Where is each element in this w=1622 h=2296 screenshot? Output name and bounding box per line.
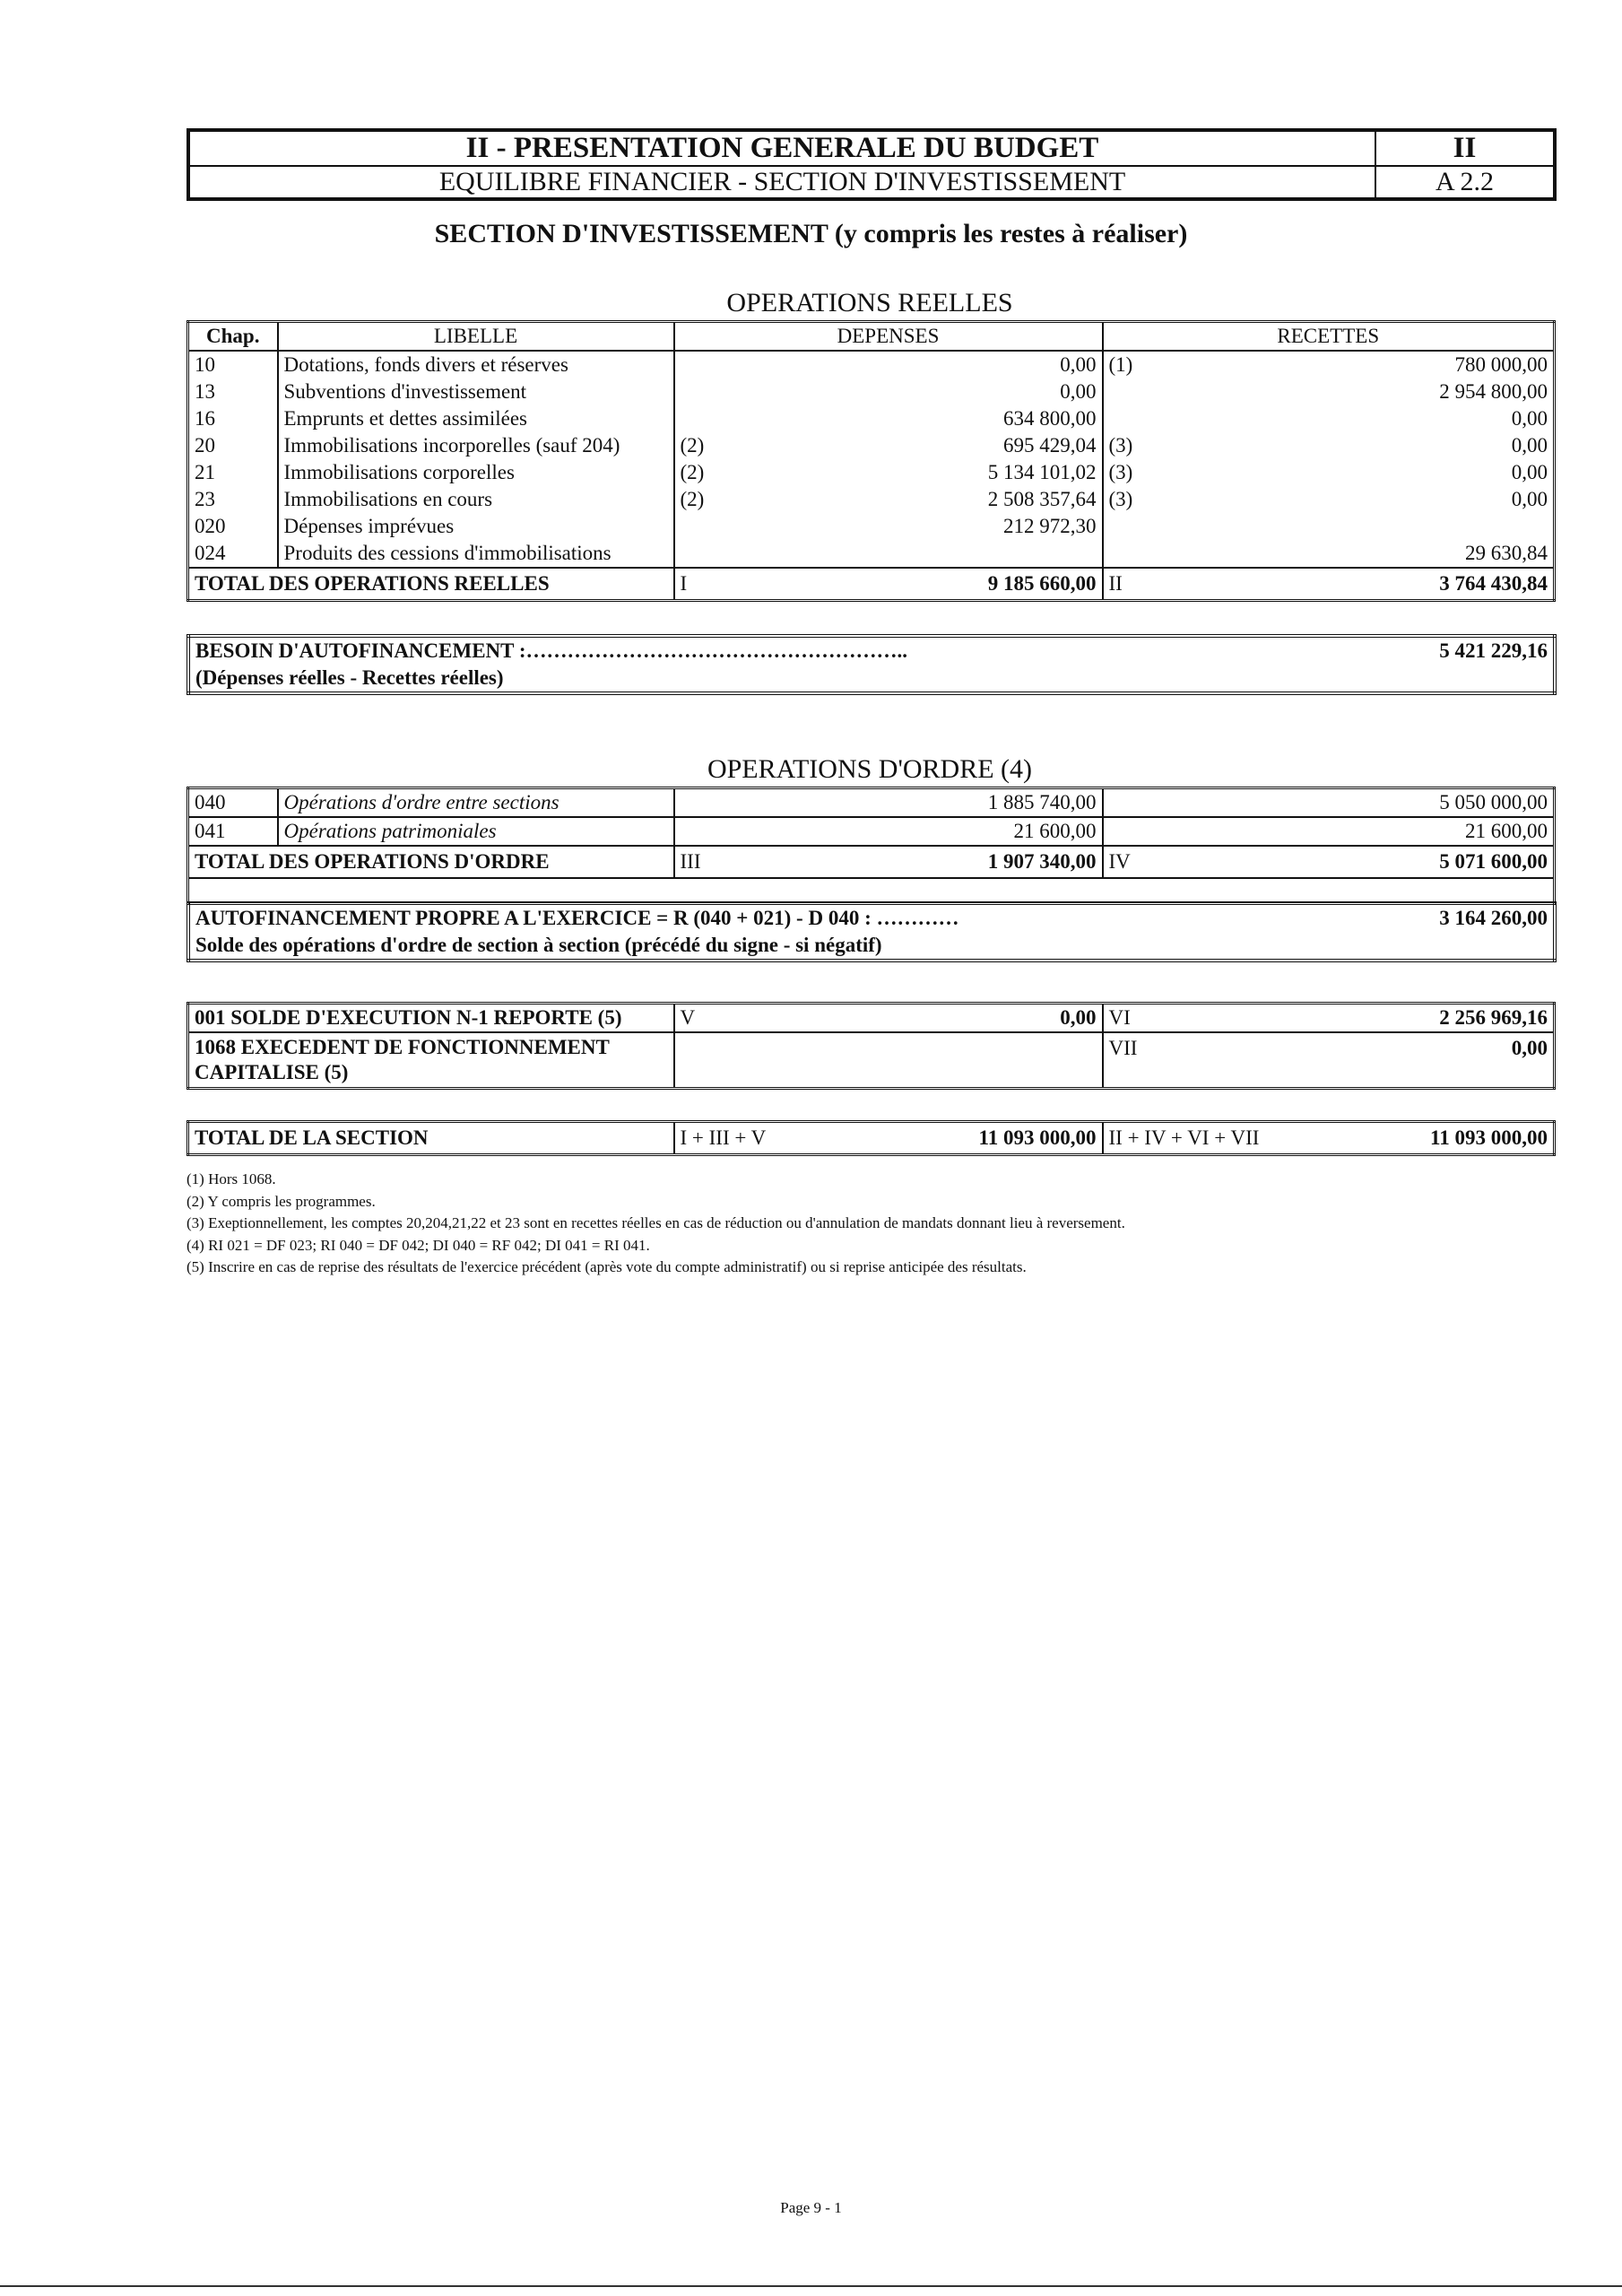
depense-value: 0,00 [728,351,1103,378]
page-subtitle: EQUILIBRE FINANCIER - SECTION D'INVESTISSEMENT [188,166,1375,199]
total-label: TOTAL DES OPERATIONS REELLES [188,568,674,601]
recette-value [1166,513,1555,540]
libelle-cell: Immobilisations en cours [278,486,674,513]
recette-note [1103,540,1166,568]
solde-recette-code: VI [1103,1004,1166,1033]
depense-note [674,351,728,378]
depense-value: 21 600,00 [674,817,1103,846]
empty-row [188,878,1555,904]
total-row [188,846,1555,878]
operations-ordre-title: OPERATIONS D'ORDRE (4) [707,754,1033,784]
recette-note [1103,513,1166,540]
depense-value: 1 885 740,00 [674,788,1103,818]
libelle-cell: Opérations d'ordre entre sections [278,788,674,818]
autofinancement-box [186,901,1557,962]
page-title: II - PRESENTATION GENERALE DU BUDGET [188,130,1375,166]
total-depense-code: III [674,846,728,878]
depense-note [674,540,728,568]
depense-value: 2 508 357,64 [728,486,1103,513]
libelle-cell: Produits des cessions d'immobilisations [278,540,674,568]
total-section-depense-value: 11 093 000,00 [872,1122,1103,1155]
libelle-cell: Dépenses imprévues [278,513,674,540]
chap-cell: 23 [188,486,278,513]
total-section-recette-value: 11 093 000,00 [1300,1122,1555,1155]
excedent-recette-code: VII [1103,1032,1166,1089]
total-section-row [188,1122,1555,1155]
chap-cell: 21 [188,459,278,486]
recette-value: 29 630,84 [1166,540,1555,568]
recette-note: (1) [1103,351,1166,378]
table-row [188,817,1555,846]
autofinancement-label: AUTOFINANCEMENT PROPRE A L'EXERCICE = R (040 + 021) - D 040 : ………… [195,907,959,929]
operations-reelles-table [186,320,1556,602]
table-row [188,459,1555,486]
depense-note [674,513,728,540]
libelle-cell: Opérations patrimoniales [278,817,674,846]
depense-value: 634 800,00 [728,405,1103,432]
total-recette-value: 3 764 430,84 [1166,568,1555,601]
besoin-autofinancement-box [186,634,1557,695]
recette-value: 0,00 [1166,405,1555,432]
solde-excedent-table [186,1002,1556,1090]
excedent-recette-value: 0,00 [1166,1032,1555,1089]
total-section-label: TOTAL DE LA SECTION [188,1122,674,1155]
chap-cell: 10 [188,351,278,378]
table-row [188,378,1555,405]
libelle-cell: Immobilisations incorporelles (sauf 204) [278,432,674,459]
depense-value: 695 429,04 [728,432,1103,459]
libelle-cell: Dotations, fonds divers et réserves [278,351,674,378]
recette-note: (3) [1103,459,1166,486]
total-recette-value: 5 071 600,00 [1166,846,1555,878]
operations-ordre-table [186,787,1556,905]
recette-value: 780 000,00 [1166,351,1555,378]
libelle-cell: Immobilisations corporelles [278,459,674,486]
column-header-chap: Chap. [188,322,278,352]
solde-row [188,1004,1555,1033]
table-header-row [188,322,1555,352]
total-section-depense-code: I + III + V [674,1122,872,1155]
chap-cell: 13 [188,378,278,405]
depense-note: (2) [674,459,728,486]
header-code: II [1375,130,1555,166]
libelle-cell: Subventions d'investissement [278,378,674,405]
chap-cell: 040 [188,788,278,818]
recette-note [1103,378,1166,405]
header-reference: A 2.2 [1375,166,1555,199]
solde-label: 001 SOLDE D'EXECUTION N-1 REPORTE (5) [188,1004,674,1033]
solde-recette-value: 2 256 969,16 [1166,1004,1555,1033]
table-row [188,351,1555,378]
header-box [186,128,1557,201]
depense-value: 5 134 101,02 [728,459,1103,486]
page-bottom-rule [0,2285,1622,2287]
footnote: (4) RI 021 = DF 023; RI 040 = DF 042; DI 040 = RF 042; DI 041 = RI 041. [186,1236,650,1254]
recette-value: 0,00 [1166,459,1555,486]
recette-value: 21 600,00 [1103,817,1555,846]
footnotes [186,1169,1125,1279]
footnote: (3) Exeptionnellement, les comptes 20,204,21,22 et 23 sont en recettes réelles en cas de réduction ou d'annulation de mandats donnant lieu à reversement. [186,1214,1125,1231]
table-row [188,405,1555,432]
excedent-row [188,1032,1555,1089]
recette-note: (3) [1103,432,1166,459]
depense-value [728,540,1103,568]
footnote: (5) Inscrire en cas de reprise des résultats de l'exercice précédent (après vote du compte administratif) ou si reprise anticipée des résultats. [186,1258,1027,1275]
excedent-label [188,1032,674,1089]
total-row [188,568,1555,601]
column-header-recettes: RECETTES [1103,322,1555,352]
chap-cell: 041 [188,817,278,846]
recette-note: (3) [1103,486,1166,513]
operations-reelles-title: OPERATIONS REELLES [726,288,1013,317]
recette-value: 5 050 000,00 [1103,788,1555,818]
footnote: (2) Y compris les programmes. [186,1192,376,1210]
table-row [188,788,1555,818]
chap-cell: 024 [188,540,278,568]
besoin-label: BESOIN D'AUTOFINANCEMENT :……………………………………………….. [195,639,907,662]
autofinancement-sub: Solde des opérations d'ordre de section à section (précédé du signe - si négatif) [195,934,882,956]
libelle-cell: Emprunts et dettes assimilées [278,405,674,432]
table-row [188,432,1555,459]
total-recette-code: IV [1103,846,1166,878]
total-depense-value: 1 907 340,00 [728,846,1103,878]
depense-note [674,378,728,405]
table-row [188,486,1555,513]
depense-note: (2) [674,432,728,459]
excedent-label-line1: 1068 EXECEDENT DE FONCTIONNEMENT [195,1036,610,1058]
total-recette-code: II [1103,568,1166,601]
column-header-libelle: LIBELLE [278,322,674,352]
table-row [188,540,1555,568]
chap-cell: 020 [188,513,278,540]
besoin-sub: (Dépenses réelles - Recettes réelles) [195,666,504,689]
depense-note [674,405,728,432]
footnote: (1) Hors 1068. [186,1170,276,1187]
besoin-value: 5 421 229,16 [1439,639,1548,662]
total-depense-value: 9 185 660,00 [728,568,1103,601]
recette-note [1103,405,1166,432]
total-section-recette-code: II + IV + VI + VII [1103,1122,1300,1155]
solde-depense-code: V [674,1004,728,1033]
page-number: Page 9 - 1 [780,2199,842,2216]
column-header-depenses: DEPENSES [674,322,1103,352]
autofinancement-value: 3 164 260,00 [1439,907,1548,929]
depense-value: 0,00 [728,378,1103,405]
recette-value: 2 954 800,00 [1166,378,1555,405]
chap-cell: 16 [188,405,278,432]
section-title: SECTION D'INVESTISSEMENT (y compris les restes à réaliser) [434,219,1188,248]
total-label: TOTAL DES OPERATIONS D'ORDRE [188,846,674,878]
table-row [188,513,1555,540]
excedent-label-line2: CAPITALISE (5) [195,1061,349,1083]
total-depense-code: I [674,568,728,601]
recette-value: 0,00 [1166,432,1555,459]
chap-cell: 20 [188,432,278,459]
solde-depense-value: 0,00 [728,1004,1103,1033]
total-section-table [186,1120,1556,1156]
recette-value: 0,00 [1166,486,1555,513]
depense-value: 212 972,30 [728,513,1103,540]
depense-note: (2) [674,486,728,513]
